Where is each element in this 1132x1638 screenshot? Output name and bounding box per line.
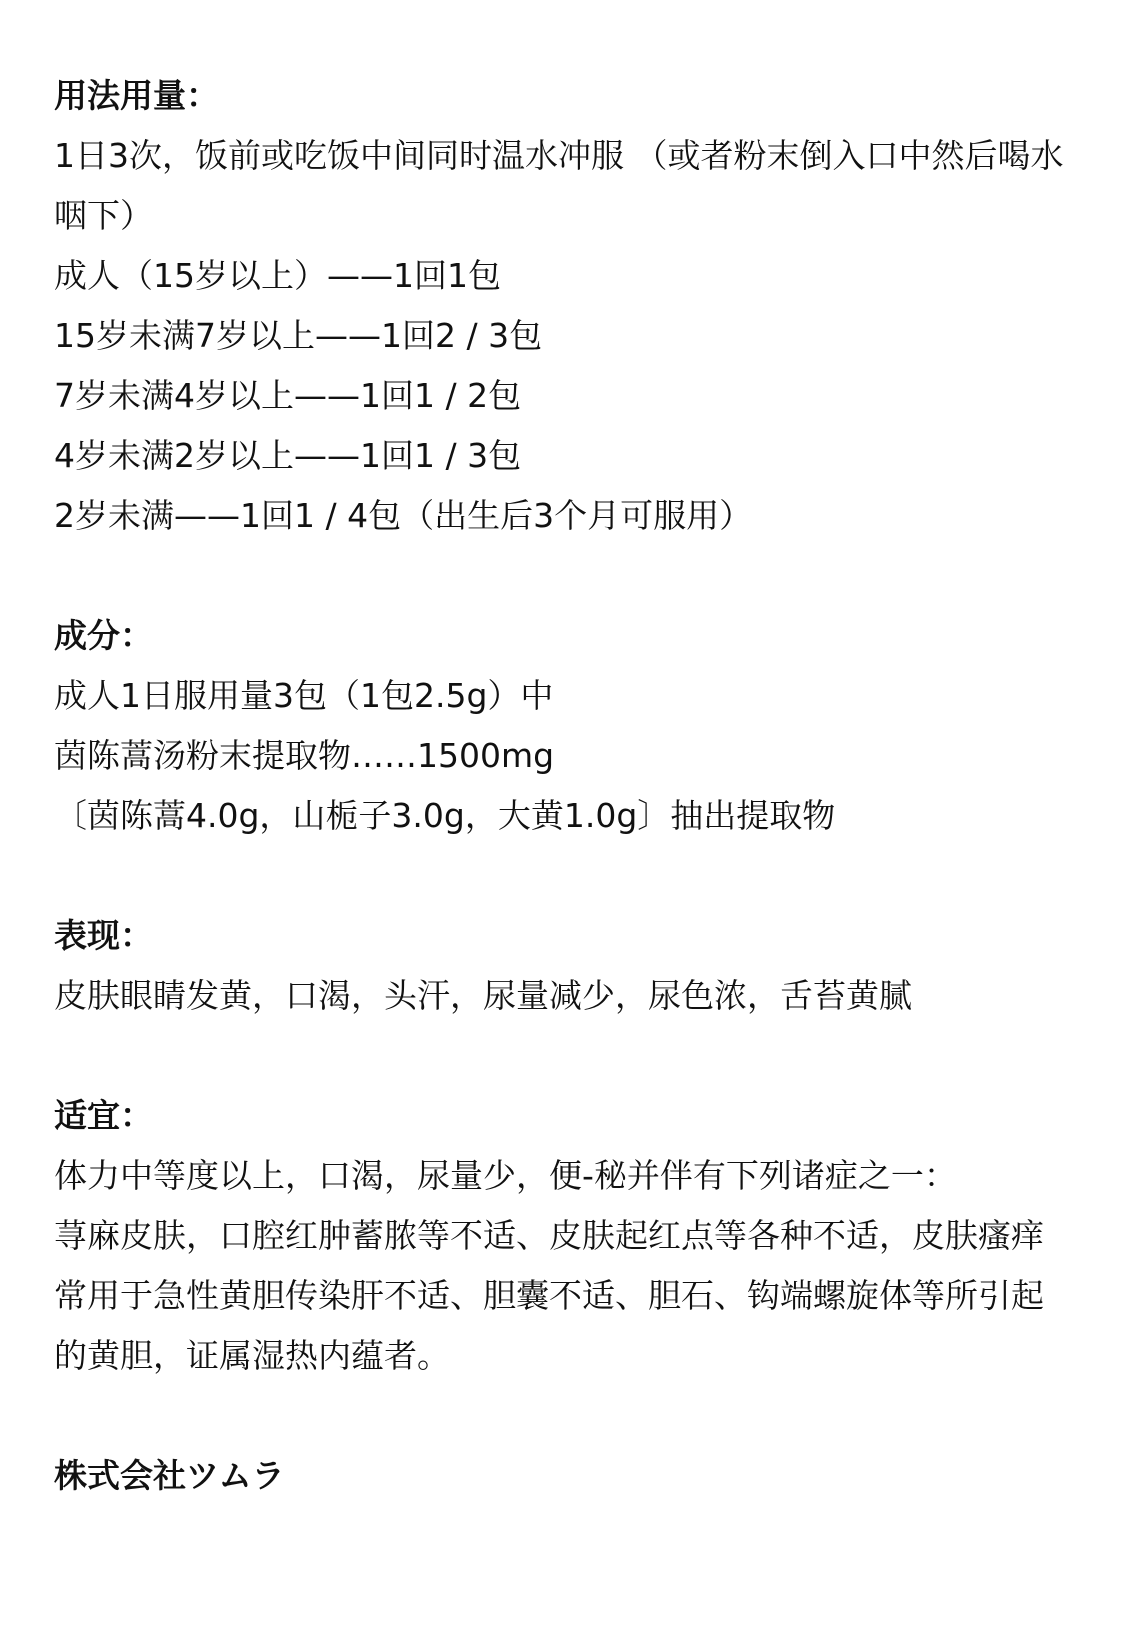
indications-section (54, 1086, 1068, 1386)
ingredients-line: 〔茵陈蒿4.0g，山栀子3.0g，大黄1.0g〕抽出提取物 (54, 796, 836, 835)
usage-line: 4岁未满2岁以上——1回1 / 3包 (54, 436, 522, 475)
usage-line: 成人（15岁以上）——1回1包 (54, 256, 501, 295)
indications-line: 荨麻皮肤，口腔红肿蓄脓等不适、皮肤起红点等各种不适，皮肤瘙痒 (54, 1216, 1044, 1255)
usage-line: 2岁未满——1回1 / 4包（出生后3个月可服用） (54, 496, 753, 535)
symptoms-section (54, 906, 1068, 1026)
usage-line: 1日3次，饭前或吃饭中间同时温水冲服 （或者粉末倒入口中然后喝水咽下） (54, 136, 1064, 235)
usage-heading: 用法用量： (54, 76, 219, 115)
company-section (54, 1446, 1068, 1506)
indications-line: 体力中等度以上，口渴，尿量少，便-秘并伴有下列诸症之一： (54, 1156, 957, 1195)
symptoms-heading: 表现： (54, 916, 153, 955)
usage-line: 7岁未满4岁以上——1回1 / 2包 (54, 376, 522, 415)
ingredients-line: 茵陈蒿汤粉末提取物……1500mg (54, 736, 555, 775)
symptoms-line: 皮肤眼睛发黄，口渴，头汗，尿量减少，尿色浓，舌苔黄腻 (54, 976, 912, 1015)
indications-heading: 适宜： (54, 1096, 153, 1135)
ingredients-line: 成人1日服用量3包（1包2.5g）中 (54, 676, 554, 715)
usage-section (54, 66, 1068, 546)
usage-line: 15岁未满7岁以上——1回2 / 3包 (54, 316, 543, 355)
indications-line: 常用于急性黄胆传染肝不适、胆囊不适、胆石、钩端螺旋体等所引起的黄胆，证属湿热内蕴者。 (54, 1276, 1044, 1375)
company-name: 株式会社ツムラ (54, 1456, 285, 1495)
ingredients-heading: 成分： (54, 616, 153, 655)
ingredients-section (54, 606, 1068, 846)
